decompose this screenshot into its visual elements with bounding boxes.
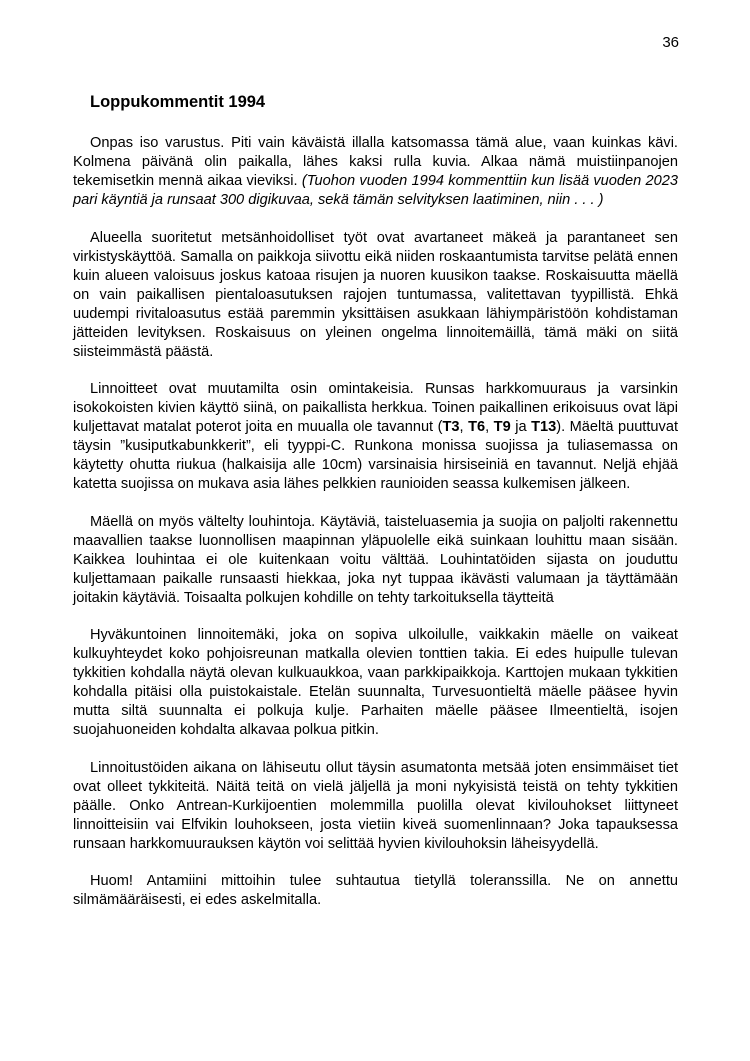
text-run: Linnoitteet ovat muutamilta osin omintakeisia. Runsas harkkomuuraus ja varsinkin isokokoisten kivien käyttö siinä, on paikallista herkkua. Toinen paikallinen erikoisuus ovat läpi kuljettavat matalat poterot joita en muualla ole tavannut ( (73, 381, 678, 435)
italic-note: (Tuohon vuoden 1994 kommenttiin kun lisää vuoden 2023 pari käyntiä ja runsaat 300 digikuvaa, sekä tämän selvityksen laatiminen, niin . . . ) (73, 173, 679, 208)
paragraph (73, 229, 678, 362)
paragraph (73, 759, 678, 854)
bold-reference: T6 (468, 419, 486, 435)
paragraph (73, 872, 678, 910)
body-text (73, 134, 678, 929)
paragraph (73, 626, 678, 740)
text-run: Alueella suoritetut metsänhoidolliset työt ovat avartaneet mäkeä ja parantaneet sen virkistyskäyttöä. Samalla on paikkoja siivottu eikä niiden roskaantumista tarvitse pelätä ennen kuin alueen valoisuus joskus katoaa risujen ja nuoren kuusikon taakse. Roskaisuutta mäellä on vain paikallisen pientaloasutuksen rajojen tuntumassa, valitettavan tyypillistä. Ehkä uudempi rivitaloasutus estää paremmin yksittäisen asukkaan lähiympäristöön kohdistaman jätteiden levityksen. Roskaisuus on yleinen ongelma linnoitemäillä, tämä mäki on siitä siisteimmästä päästä. (73, 229, 678, 360)
paragraph (73, 380, 678, 494)
text-run: Linnoitustöiden aikana on lähiseutu ollut täysin asumatonta metsää joten ensimmäiset tiet ovat olleet tykkiteitä. Näitä teitä on vielä jäljellä ja moni nykyisistä teistä on tehty tykkitien päälle. Onko Antrean-Kurkijoentien molemmilla puolilla olevat kivilouhokset liittyneet linnoitteisiin vai Elfvikin louhokseen, josta vietiin kiveä suomenlinnaan? Joka tapauksessa runsaan harkkomuurauksen käytön voi selittää hyvien kivilouhoksin läheisyydellä. (73, 759, 678, 852)
paragraph (73, 513, 678, 608)
page-number: 36 (662, 34, 679, 51)
text-run: , (485, 419, 494, 435)
bold-reference: T3 (442, 419, 460, 435)
section-title: Loppukommentit 1994 (90, 93, 266, 111)
text-run: Huom! Antamiini mittoihin tulee suhtautua tietyllä toleranssilla. Ne on annettu silmämääräisesti, ei edes askelmitalla. (73, 873, 678, 908)
text-run: , (459, 419, 469, 435)
text-run: Hyväkuntoinen linnoitemäki, joka on sopiva ulkoilulle, vaikkakin mäelle on vaikeat kulkuyhteydet koko pohjoisreunan matkalla olevien tonttien takia. Ei edes huipulle tulevan tykkitien kohdalla näytä olevan kulkuaukkoa, vaan parkkipaikkoja. Karttojen mukaan tykkitien kohdalla pitäisi olla puistokaistale. Etelän suunnalta, Turvesuontieltä mäelle pääsee hyvin mutta siltä suunnalta ei polkuja kulje. Parhaiten mäelle pääsee Ilmeentieltä, isojen suojahuoneiden kohdalta alkavaa polkua pitkin. (73, 627, 678, 738)
text-run: Onpas iso varustus. Piti vain käväistä illalla katsomassa tämä alue, vaan kuinkas kävi. Kolmena päivänä olin paikalla, lähes kaksi rulla kuvia. Alkaa nämä muistiinpanojen tekemisetkin mennä aikaa vieviksi. (73, 135, 678, 189)
paragraph (73, 134, 678, 210)
bold-reference: T9 (493, 419, 511, 435)
text-run: ja (510, 419, 532, 435)
bold-reference: T13 (531, 419, 557, 435)
text-run: Mäellä on myös vältelty louhintoja. Käytäviä, taisteluasemia ja suojia on paljolti rakennettu maavallien taakse luonnollisen maapinnan yläpuolelle eikä suinkaan louhittu maan sisään. Kaikkea louhintaa ei ole kuitenkaan voitu välttää. Louhintatöiden sijasta on jouduttu kuljettamaan paikalle runsaasti hiekkaa, joka nyt tuppaa ikävästi valumaan ja täyttämään joitakin käytäviä. Toisaalta polkujen kohdille on tehty tarkoituksella täytteitä (73, 513, 678, 606)
text-run: ). Mäeltä puuttuvat täysin ”kusiputkabunkkerit”, eli tyyppi-C. Runkona monissa suojissa ja tuliasemassa on käytetty ohutta riukua (halkaisija alle 10cm) varsinaisia hirsiseiniä en tavannut. Neljä ehjää katetta suojissa on mukava asia lähes pelkkien raunioiden seassa kulkemisen jälkeen. (73, 419, 679, 492)
